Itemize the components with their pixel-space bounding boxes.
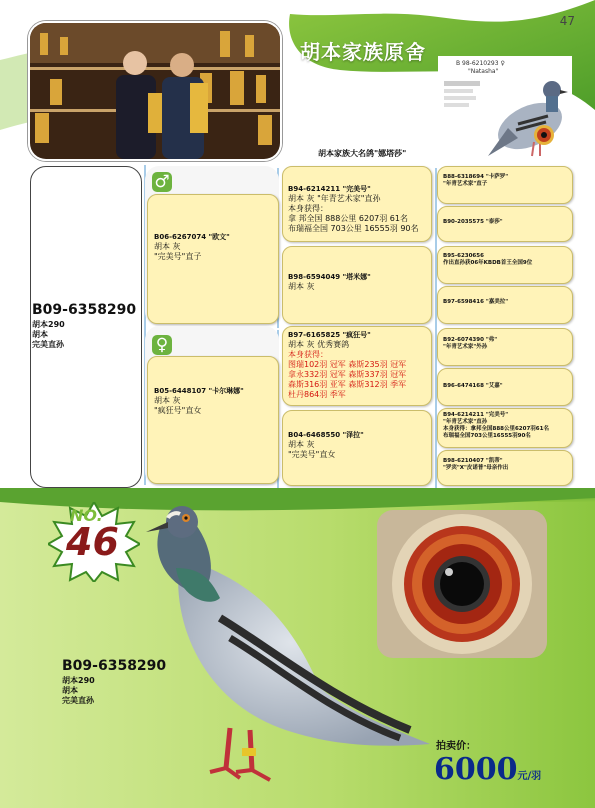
sire-dam-line: 胡本 灰 xyxy=(288,282,315,291)
gen3-title: B92-6074390 "弗" xyxy=(443,337,498,343)
gen3-line: 作出直孙获06年KBDB首王全国9位 xyxy=(443,260,533,266)
gen3-title: B90-2035575 "泰莎" xyxy=(443,219,503,225)
main-bird-line: 胡本 xyxy=(32,330,48,339)
gen3-title: B95-6230656 xyxy=(443,253,484,259)
bottom-bird-ring: B09-6358290 xyxy=(62,658,167,674)
dam-dam-box xyxy=(282,410,432,486)
sire-line: "完美号"直子 xyxy=(154,252,202,261)
natasha-pigeon-card xyxy=(438,56,572,160)
pigeon-eye-photo xyxy=(377,510,547,658)
gen3-title: B88-6318694 "卡萨罗" xyxy=(443,174,509,180)
dam-box xyxy=(147,356,279,484)
trophy-photo xyxy=(28,21,282,161)
bottom-bird-line: 胡本 xyxy=(62,686,78,695)
gen3-line: "年青艺术家"外孙 xyxy=(443,344,488,350)
gen3-line: "年青艺术家"直孙 xyxy=(443,419,488,425)
bottom-bird-info xyxy=(62,676,95,706)
dam-sire-record: 本身获得： xyxy=(288,350,328,359)
badge-number: 46 xyxy=(66,520,119,564)
sire-box xyxy=(147,194,279,324)
dam-dam-title: B04-6468550 "泽拉" xyxy=(288,431,364,439)
sire-sire-title: B94-6214211 "完美号" xyxy=(288,185,371,193)
gen3-box xyxy=(437,450,573,486)
dam-line: 胡本 灰 xyxy=(154,396,181,405)
price-value: 6000 xyxy=(434,752,518,787)
main-bird-line: 胡本290 xyxy=(32,320,65,329)
sire-sire-line: 布瑞福全国 703公里 16555羽 90名 xyxy=(288,224,419,233)
gen3-title: B98-6210407 "凯蒂" xyxy=(443,458,503,464)
page-number: 47 xyxy=(559,14,575,28)
gen3-title: B96-6474168 "艾嘉" xyxy=(443,383,503,389)
sire-sire-line: 胡本 灰 "年青艺术家"直孙 xyxy=(288,194,381,203)
dam-sire-record: 森斯316羽 亚军 森斯312羽 季军 xyxy=(288,380,407,389)
price-unit: 元/羽 xyxy=(517,771,542,782)
dam-dam-line: 胡本 灰 xyxy=(288,440,315,449)
natasha-pigeon-icon xyxy=(478,68,572,160)
sire-dam-box xyxy=(282,246,432,324)
dam-sire-record: 图瑞102羽 冠军 森斯235羽 冠军 xyxy=(288,360,407,369)
gen3-title: B97-6598416 "嘉美拉" xyxy=(443,299,509,305)
gen3-box xyxy=(437,246,573,284)
sire-sire-box xyxy=(282,166,432,242)
female-symbol-icon: ♀ xyxy=(152,335,172,355)
dam-dam-line: "完美号"直女 xyxy=(288,450,336,459)
natasha-ring: B 98-6210293 ♀ xyxy=(456,60,505,67)
gen3-line: "年青艺术家"直子 xyxy=(443,181,488,187)
gen3-line: "罗宾"X"皮诺普"母亲作出 xyxy=(443,465,509,471)
dam-sire-record: 拿永332羽 冠军 森斯337羽 冠军 xyxy=(288,370,407,379)
sire-sire-line: 拿 邦全国 888公里 6207羽 61名 xyxy=(288,214,408,223)
gen3-box xyxy=(437,328,573,366)
price-label: 拍卖价： xyxy=(436,741,476,752)
bottom-bird-line: 胡本290 xyxy=(62,676,95,685)
sire-sire-line: 本身获得： xyxy=(288,204,328,213)
dam-title: B05-6448107 "卡尔琳娜" xyxy=(154,387,244,395)
gen3-box xyxy=(437,286,573,324)
gen3-box xyxy=(437,408,573,448)
natasha-name: "Natasha" xyxy=(468,68,499,75)
sire-dam-title: B98-6594049 "塔米娜" xyxy=(288,273,371,281)
gen3-box xyxy=(437,368,573,406)
male-symbol-icon: ♂ xyxy=(152,172,172,192)
main-bird-info xyxy=(32,320,65,350)
sire-line: 胡本 灰 xyxy=(154,242,181,251)
dam-sire-box xyxy=(282,326,432,406)
lot-number-badge xyxy=(48,502,140,582)
sire-title: B06-6267074 "欧文" xyxy=(154,233,230,241)
natasha-eye-icon xyxy=(533,124,555,146)
gen3-box xyxy=(437,166,573,204)
natasha-caption: 胡本家族大名鸽"娜塔莎" xyxy=(318,149,407,158)
dam-sire-line: 胡本 灰 优秀赛鸽 xyxy=(288,340,350,349)
bottom-bird-line: 完美直孙 xyxy=(62,696,94,705)
dam-sire-title: B97-6165825 "疯狂号" xyxy=(288,331,371,339)
dam-line: "疯狂号"直女 xyxy=(154,406,202,415)
badge-prefix: NO. xyxy=(70,506,103,525)
main-bird-line: 完美直孙 xyxy=(32,340,64,349)
gen3-box xyxy=(437,206,573,242)
gen3-line: 布瑞福全国703公里16555羽90名 xyxy=(443,433,531,439)
price xyxy=(434,752,541,787)
gen3-title: B94-6214211 "完美号" xyxy=(443,412,509,418)
main-bird-ring: B09-6358290 xyxy=(32,302,137,318)
gen3-line: 本身获得：拿邦全国888公里6207羽61名 xyxy=(443,426,549,432)
family-title: 胡本家族原舍 xyxy=(300,40,426,64)
dam-sire-record: 杜丹864羽 季军 xyxy=(288,390,346,399)
